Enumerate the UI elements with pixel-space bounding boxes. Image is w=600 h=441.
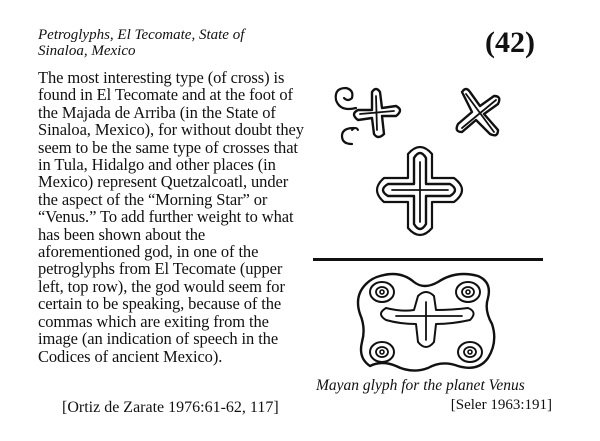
speaking-cross-icon [336,88,400,144]
source-citation: [Ortiz de Zarate 1976:61-62, 117] [62,399,279,416]
figure-divider [313,258,543,261]
tilted-cross-icon [457,89,500,135]
body-paragraph: The most interesting type (of cross) is found in El Tecomate and at the foot of the Majada de Arriba (in the State of Sinaloa, Mexico), for without doubt they seem to be the same type of crosses that in Tula, Hidalgo and other places (in Mexico) represent Quetzalcoatl, under the aspect of the “Morning Star” or “Venus.” To add further weight to what has been shown about the aforementioned god, in one of the petroglyphs from El Tecomate (upper left, top row), the god would seem for certain to be speaking, because of the commas which are exiting from the image (an indication of speech in the Codices of ancient Mexico). [38,68,304,366]
body-text [38,69,304,365]
mayan-venus-glyph-icon [352,268,502,378]
venus-cross-icon [377,147,462,235]
figure-citation: [Seler 1963:191] [450,397,552,413]
entry-number: (42) [485,26,535,59]
figure-caption: Mayan glyph for the planet Venus [316,377,525,394]
entry-heading: Petroglyphs, El Tecomate, State of Sinaloa, Mexico [38,27,245,59]
petroglyph-crosses-icon [312,72,544,252]
